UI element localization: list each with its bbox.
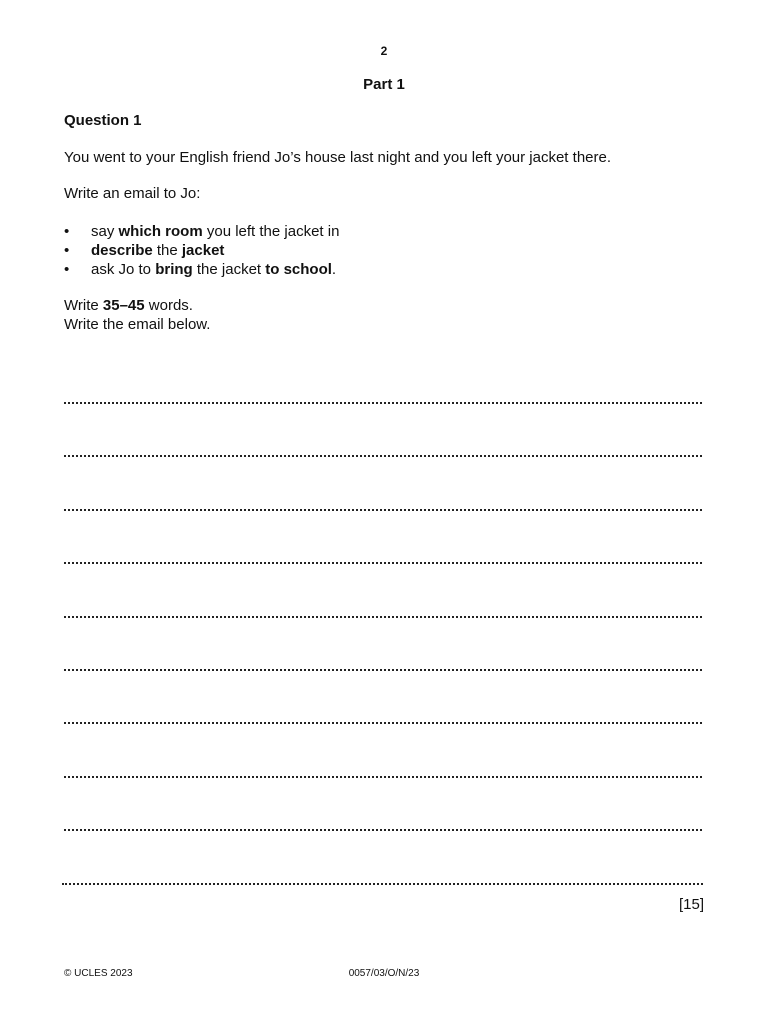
bullet-emphasis: bring <box>155 261 193 278</box>
answer-line[interactable] <box>64 669 702 671</box>
task-bullet-item <box>64 241 339 260</box>
word-count-suffix: words. <box>144 297 193 314</box>
answer-line[interactable] <box>64 776 702 778</box>
footer-paper-code: 0057/03/O/N/23 <box>348 968 420 979</box>
bullet-text: ask Jo to <box>91 261 156 278</box>
bullet-text: the jacket <box>192 261 266 278</box>
answer-line[interactable] <box>64 722 702 724</box>
bullet-emphasis: to school <box>265 261 332 278</box>
bullet-text: . <box>331 261 337 278</box>
bullet-text: the <box>152 242 182 259</box>
answer-line[interactable] <box>64 402 702 404</box>
answer-line[interactable] <box>64 455 702 457</box>
answer-line[interactable] <box>64 509 702 511</box>
question-heading: Question 1 <box>64 112 142 129</box>
page-number: 2 <box>380 44 388 58</box>
footer-copyright: © UCLES 2023 <box>64 968 133 979</box>
part-title: Part 1 <box>363 76 405 93</box>
bullet-text: say <box>91 223 119 240</box>
task-bullet-list <box>64 222 339 279</box>
question-intro: You went to your English friend Jo’s house last night and you left your jacket there. <box>64 149 612 166</box>
task-bullet-item <box>64 260 339 279</box>
answer-line[interactable] <box>64 616 702 618</box>
answer-line[interactable] <box>62 883 703 885</box>
bullet-dot: • <box>64 223 70 240</box>
question-instruction: Write an email to Jo: <box>64 185 201 202</box>
bullet-emphasis: describe <box>91 242 153 259</box>
bullet-emphasis: jacket <box>181 242 225 259</box>
word-count-value: 35–45 <box>102 297 145 314</box>
word-count-prefix: Write <box>64 297 103 314</box>
bullet-dot: • <box>64 261 70 278</box>
word-count-instruction <box>64 296 193 315</box>
answer-line[interactable] <box>64 829 702 831</box>
write-below-instruction: Write the email below. <box>64 316 211 333</box>
task-bullet-item <box>64 222 339 241</box>
bullet-text: you left the jacket in <box>202 223 340 240</box>
marks-label: [15] <box>678 896 704 913</box>
answer-line[interactable] <box>64 562 702 564</box>
bullet-emphasis: which room <box>118 223 203 240</box>
bullet-dot: • <box>64 242 70 259</box>
